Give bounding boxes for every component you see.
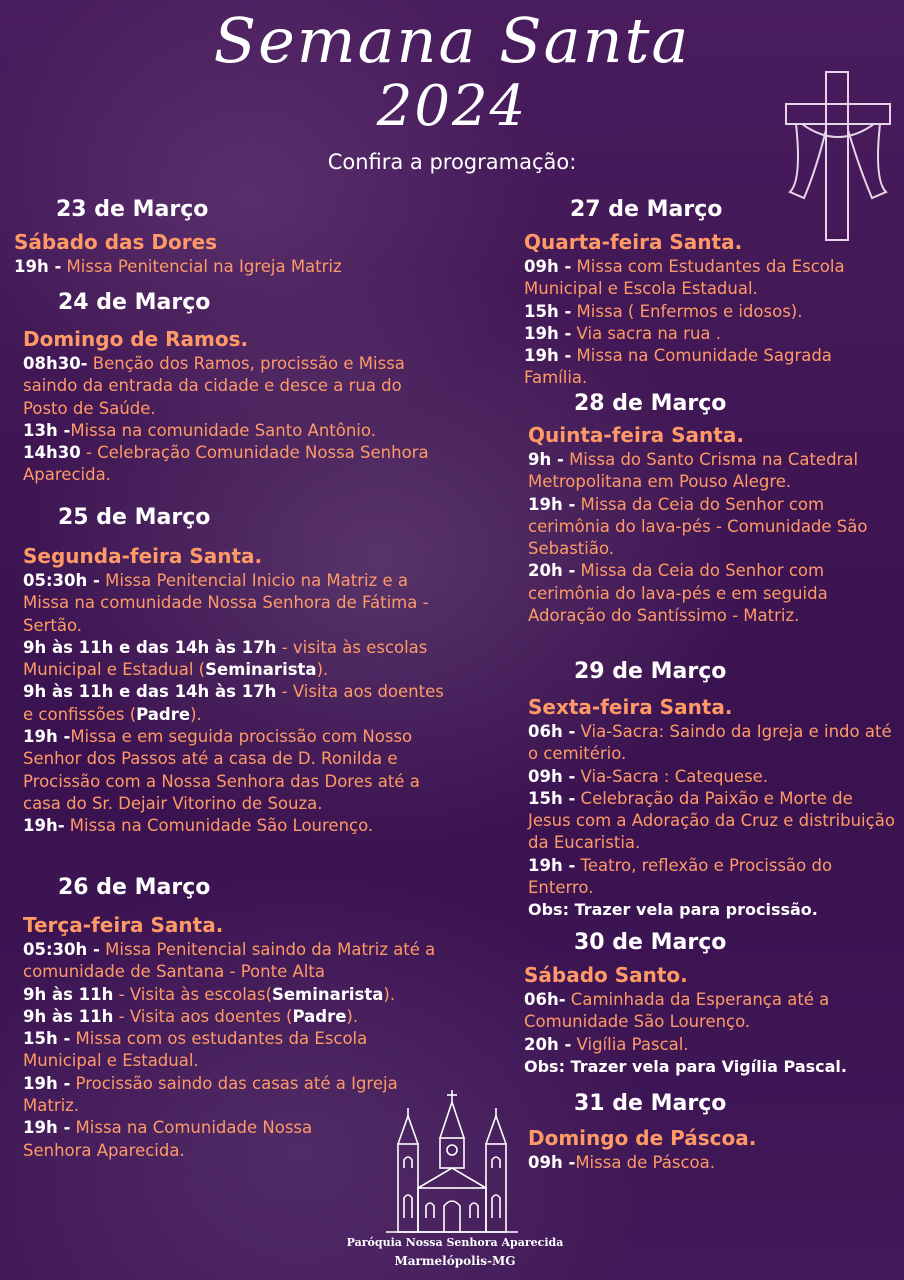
- event-text: - visita às escolas Municipal e Estadual (: [23, 637, 428, 680]
- event: [23, 353, 443, 420]
- event-text: Benção dos Ramos, procissão e Missa saindo da entrada da cidade e desce a rua do Posto de Saúde.: [23, 354, 405, 418]
- day-date: 29 de Março: [574, 659, 727, 684]
- event-time: 19h -: [23, 1073, 71, 1093]
- event: [524, 256, 894, 301]
- event: [528, 494, 894, 561]
- cross-icon: [782, 70, 894, 242]
- event-time: 06h -: [528, 722, 576, 741]
- event: [528, 721, 900, 766]
- event-text: ).: [316, 660, 329, 680]
- event-text: ).: [383, 984, 396, 1004]
- event-time: 19h -: [23, 1118, 71, 1138]
- event-time: 9h às 11h: [23, 1006, 114, 1026]
- event: [23, 815, 453, 837]
- event-time: 19h -: [524, 346, 572, 366]
- event: [528, 1152, 894, 1174]
- event-text: Missa na Comunidade São Lourenço.: [64, 816, 374, 836]
- event-text: ).: [190, 704, 202, 724]
- event-text: Missa na Comunidade Nossa Senhora Aparecida.: [23, 1118, 313, 1160]
- day-date: 31 de Março: [574, 1091, 727, 1116]
- event-text: Missa do Santo Crisma na Catedral Metropolitana em Pouso Alegre.: [528, 450, 859, 492]
- event-text: Missa Penitencial na Igreja Matriz: [61, 257, 342, 276]
- day-name: Sexta-feira Santa.: [528, 695, 733, 719]
- event: [23, 420, 443, 442]
- event-time: 15h -: [23, 1029, 71, 1049]
- event-text: Seminarista: [271, 984, 384, 1004]
- day-date: 26 de Março: [58, 875, 211, 900]
- event-time: 06h-: [524, 990, 566, 1009]
- event-text: - Visita aos doentes (: [113, 1006, 293, 1026]
- event-text: Missa Penitencial Inicio na Matriz e a Missa na comunidade Nossa Senhora de Fátima - Sertão.: [23, 571, 429, 635]
- event-text: Missa da Ceia do Senhor com cerimônia do lava-pés e em seguida Adoração do Santíssimo - Matriz.: [528, 561, 828, 626]
- day-name: Sábado das Dores: [14, 230, 218, 254]
- event: [524, 345, 894, 390]
- event-time: 9h às 11h e das 14h às 17h: [23, 682, 277, 702]
- event: [23, 442, 443, 487]
- event-text: Missa Penitencial saindo da Matriz até a comunidade de Santana - Ponte Alta: [23, 940, 436, 982]
- event-time: 19h-: [23, 816, 65, 836]
- day-date: 27 de Março: [570, 197, 723, 222]
- event-time: 19h -: [528, 855, 576, 875]
- event-text: Via sacra na rua .: [571, 323, 721, 343]
- event-time: 14h30: [23, 443, 81, 463]
- event-text: Missa ( Enfermos e idosos).: [571, 301, 803, 321]
- event: [528, 855, 900, 900]
- event-text: - Visita aos doentes e confissões (: [23, 682, 444, 724]
- day-date: 23 de Março: [56, 197, 209, 222]
- event: [23, 1117, 368, 1162]
- event: [14, 256, 434, 278]
- event-time: 19h -: [524, 323, 572, 343]
- event-time: 9h às 11h e das 14h às 17h: [23, 637, 277, 657]
- event: [23, 939, 443, 984]
- event: [524, 301, 894, 323]
- event-text: Seminarista: [205, 660, 317, 680]
- event: [23, 984, 443, 1006]
- day-name: Quinta-feira Santa.: [528, 423, 744, 447]
- event-text: Teatro, reflexão e Procissão do Enterro.: [528, 855, 833, 898]
- event-text: Missa com os estudantes da Escola Municipal e Estadual.: [23, 1029, 368, 1071]
- event-time: 13h -: [23, 420, 71, 440]
- event-time: 05:30h -: [23, 571, 100, 590]
- event-text: Padre: [136, 704, 191, 724]
- day-name: Terça-feira Santa.: [23, 913, 224, 937]
- event-text: Missa de Páscoa.: [575, 1153, 715, 1172]
- event-time: 9h às 11h: [23, 984, 114, 1004]
- event-time: 09h -: [524, 257, 572, 276]
- day-name: Segunda-feira Santa.: [23, 544, 263, 568]
- event-time: 05:30h -: [23, 940, 100, 959]
- event-time: 9h -: [528, 450, 564, 469]
- event: [23, 1006, 443, 1028]
- day-name: Quarta-feira Santa.: [524, 230, 743, 254]
- event-time: 20h -: [524, 1034, 572, 1054]
- day-name: Domingo de Páscoa.: [528, 1126, 757, 1150]
- event: [23, 681, 453, 726]
- note: Obs: Trazer vela para procissão.: [528, 900, 818, 920]
- event-text: - Visita às escolas(: [113, 984, 272, 1004]
- event: [524, 989, 894, 1034]
- event-text: Celebração da Paixão e Morte de Jesus com a Adoração da Cruz e distribuição da Eucaristia.: [528, 788, 895, 853]
- event-text: Procissão saindo das casas até a Igreja Matriz.: [23, 1073, 398, 1116]
- event-text: ).: [346, 1006, 359, 1026]
- event-text: Missa na Comunidade Sagrada Família.: [524, 346, 832, 388]
- day-name: Domingo de Ramos.: [23, 327, 249, 351]
- event-text: Via-Sacra: Saindo da Igreja e indo até o cemitério.: [528, 722, 892, 764]
- event: [524, 323, 894, 345]
- event: [524, 1034, 894, 1056]
- event-time: 19h -: [528, 494, 576, 514]
- subtitle: Confira a programação:: [327, 150, 577, 174]
- event: [528, 560, 894, 627]
- event-text: Via-Sacra : Catequese.: [575, 766, 769, 786]
- event: [23, 726, 453, 815]
- day-date: 24 de Março: [58, 290, 211, 315]
- event-text: Padre: [292, 1006, 347, 1026]
- event-text: Missa na comunidade Santo Antônio.: [70, 420, 376, 440]
- event: [528, 788, 900, 855]
- event-time: 09h -: [528, 1153, 576, 1172]
- event-text: Vigília Pascal.: [571, 1034, 689, 1054]
- event-text: Caminhada da Esperança até a Comunidade São Lourenço.: [524, 990, 830, 1032]
- event-time: 19h -: [14, 257, 62, 276]
- note: Obs: Trazer vela para Vigília Pascal.: [524, 1056, 847, 1076]
- event-text: Missa com Estudantes da Escola Municipal e Escola Estadual.: [524, 257, 845, 299]
- parish-name: Paróquia Nossa Senhora Aparecida: [346, 1236, 564, 1249]
- event-time: 09h -: [528, 766, 576, 786]
- event: [23, 637, 453, 682]
- event: [23, 1028, 443, 1073]
- day-name: Sábado Santo.: [524, 963, 688, 987]
- day-date: 25 de Março: [58, 505, 211, 530]
- event-time: 15h -: [528, 788, 576, 808]
- event-text: Missa da Ceia do Senhor com cerimônia do lava-pés - Comunidade São Sebastião.: [528, 494, 868, 559]
- event-time: 08h30-: [23, 354, 88, 373]
- event: [528, 449, 894, 494]
- day-date: 30 de Março: [574, 930, 727, 955]
- event: [528, 766, 900, 788]
- title-line-1: Semana Santa: [213, 4, 691, 77]
- event: [23, 570, 453, 637]
- event-time: 15h -: [524, 301, 572, 321]
- church-logo-icon: [384, 1088, 520, 1234]
- event: [23, 1073, 443, 1118]
- event-time: 19h -: [23, 727, 71, 747]
- event-time: 20h -: [528, 561, 576, 581]
- event-text: - Celebração Comunidade Nossa Senhora Aparecida.: [23, 443, 429, 485]
- title-line-2: 2024: [376, 74, 528, 139]
- event-text: Missa e em seguida procissão com Nosso Senhor dos Passos até a casa de D. Ronilda e Procissão com a Nossa Senhora das Dores até a casa do Sr. Dejair Vitorino de Souza.: [23, 727, 420, 813]
- day-date: 28 de Março: [574, 391, 727, 416]
- parish-city: Marmelópolis-MG: [394, 1254, 516, 1268]
